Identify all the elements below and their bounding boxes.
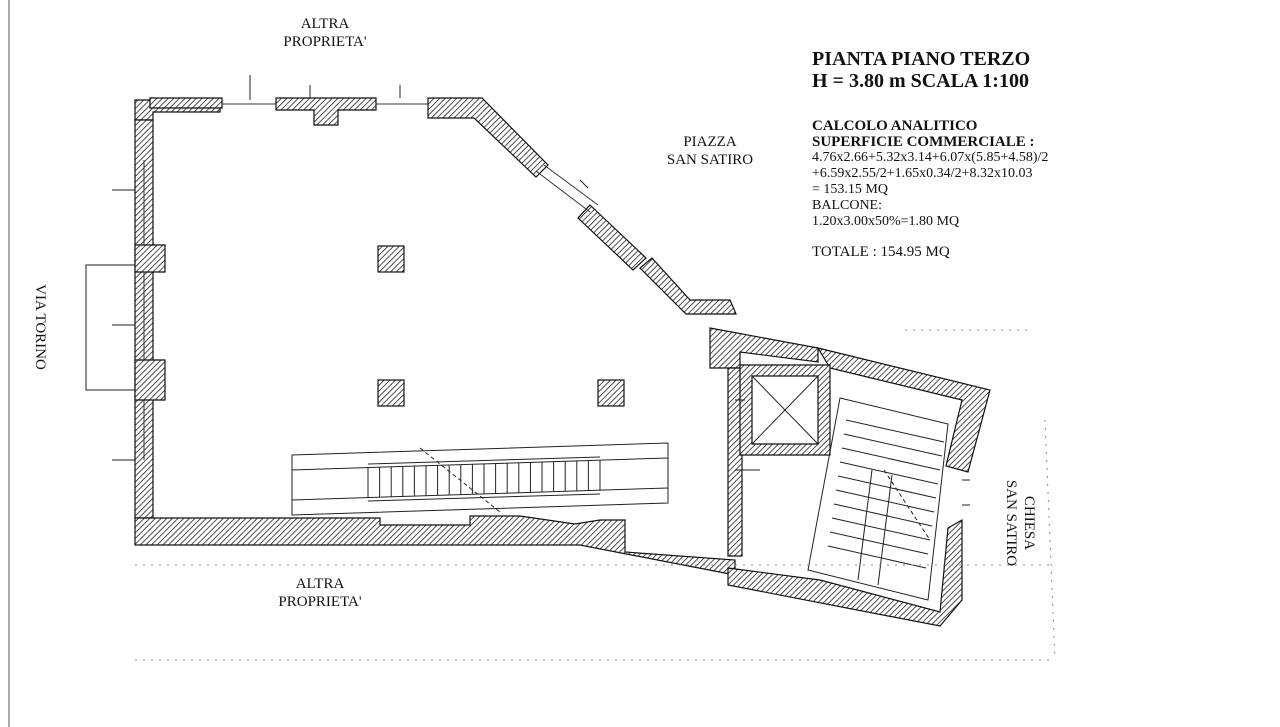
top-neighbor-label (265, 15, 385, 51)
top-neighbor-line2: PROPRIETA' (283, 34, 367, 50)
piazza-line1: PIAZZA (683, 134, 737, 150)
church-line1: CHIESA (1021, 495, 1037, 551)
pillar (378, 380, 404, 406)
bottom-neighbor-line1: ALTRA (295, 576, 345, 592)
area-calculation (812, 118, 1142, 260)
balcony-label: BALCONE: (812, 198, 882, 213)
stair-tread (834, 504, 932, 526)
lift-cross (752, 376, 818, 444)
stair-tread (846, 420, 944, 442)
stair-tread (842, 448, 940, 470)
street-label: VIA TORINO (32, 284, 48, 370)
pillar (598, 380, 624, 406)
stair-tread (836, 490, 934, 512)
stair-tread (838, 476, 936, 498)
title-line1: PIANTA PIANO TERZO (812, 48, 1031, 70)
pillars (378, 246, 624, 406)
bottom-neighbor-line2: PROPRIETA' (278, 594, 362, 610)
calc-subheading: SUPERFICIE COMMERCIALE : (812, 134, 1035, 150)
total-area: TOTALE : 154.95 MQ (812, 244, 950, 260)
stair-tread (830, 532, 928, 554)
piazza-label (650, 133, 770, 169)
stair-tread (844, 434, 942, 456)
calc-formula-line2: +6.59x2.55/2+1.65x0.34/2+8.32x10.03 (812, 166, 1033, 181)
balcony-frame (86, 190, 135, 460)
church-label (1002, 463, 1038, 583)
calc-formula-line1: 4.76x2.66+5.32x3.14+6.07x(5.85+4.58)/2 (812, 150, 1049, 165)
calc-heading: CALCOLO ANALITICO (812, 118, 978, 134)
calc-result: = 153.15 MQ (812, 182, 888, 197)
piazza-line2: SAN SATIRO (666, 152, 754, 168)
stair-tread (840, 462, 938, 484)
balcony-formula: 1.20x3.00x50%=1.80 MQ (812, 214, 960, 229)
top-neighbor-line1: ALTRA (300, 16, 350, 32)
drawing-title (812, 48, 1142, 92)
church-line2: SAN SATIRO (1003, 479, 1019, 567)
hall-staircase (292, 443, 668, 515)
pillar (378, 246, 404, 272)
stair-tread (832, 518, 930, 540)
title-line2: H = 3.80 m SCALA 1:100 (812, 70, 1029, 92)
bottom-neighbor-label (260, 575, 380, 611)
